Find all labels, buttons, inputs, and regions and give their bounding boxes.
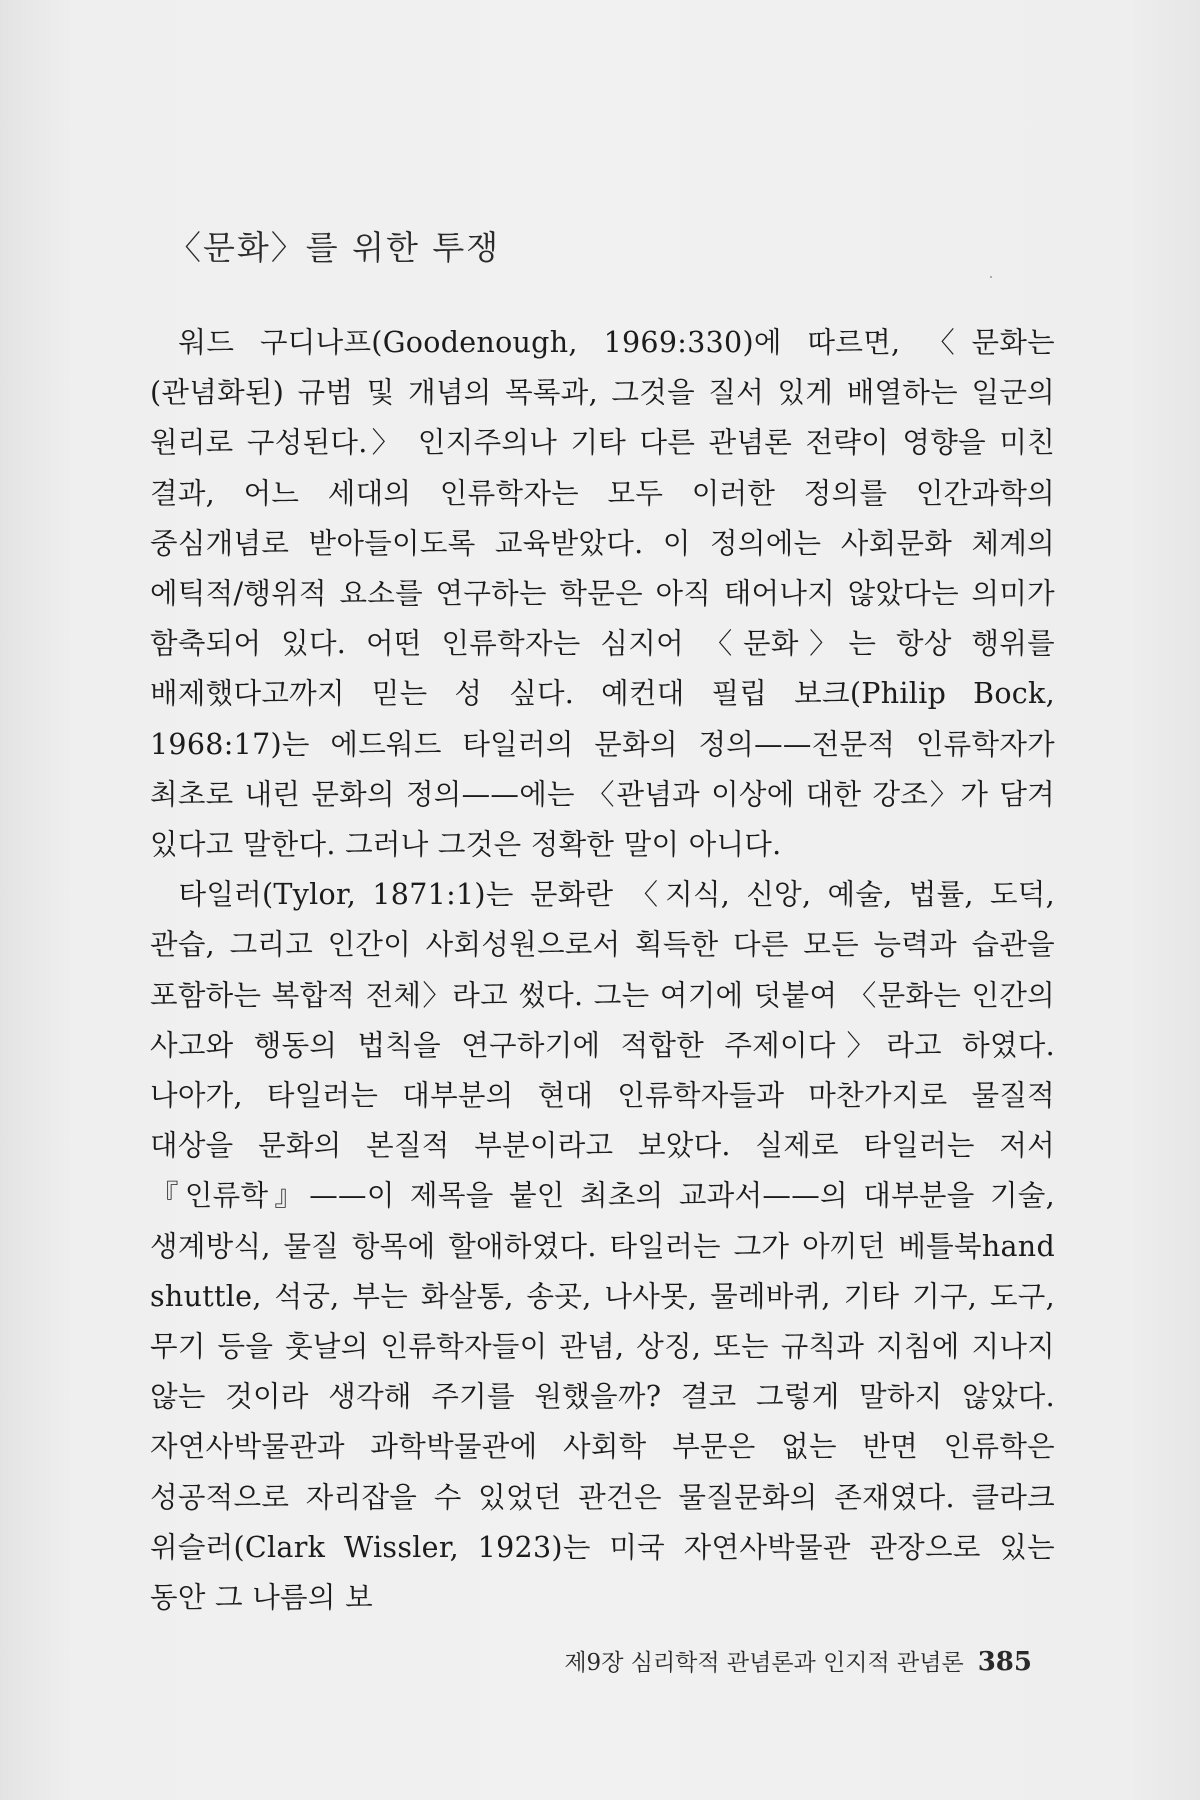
section-title: 〈문화〉를 위한 투쟁 [168, 228, 501, 267]
scan-speck [990, 276, 992, 278]
page-footer [564, 1644, 1032, 1677]
running-head: 제9장 심리학적 관념론과 인지적 관념론 [564, 1650, 964, 1676]
paragraph-1: 워드 구디나프(Goodenough, 1969:330)에 따르면, 〈문화는 (관념화된) 규범 및 개념의 목록과, 그것을 질서 있게 배열하는 일군의 원리로 구성된다.〉 인지주의나 기타 다른 관념론 전략이 영향을 미친 결과, 어느 세대의 인류학자는 모두 이러한 정의를 인간과학의 중심개념로 받아들이도록 교육받았다. 이 정의에는 사회문화 체계의 에틱적/행위적 요소를 연구하는 학문은 아직 태어나지 않았다는 의미가 함축되어 있다. 어떤 인류학자는 심지어 〈문화〉는 항상 행위를 배제했다고까지 믿는 성 싶다. 예컨대 필립 보크(Philip Bock, 1968:17)는 에드워드 타일러의 문화의 정의——전문적 인류학자가 최초로 내린 문화의 정의——에는 〈관념과 이상에 대한 강조〉가 담겨 있다고 말한다. 그러나 그것은 정확한 말이 아니다. [150, 326, 1055, 862]
page-number: 385 [977, 1647, 1032, 1677]
paragraph-2: 타일러(Tylor, 1871:1)는 문화란 〈지식, 신앙, 예술, 법률, 도덕, 관습, 그리고 인간이 사회성원으로서 획득한 다른 모든 능력과 습관을 포함하는 복합적 전체〉라고 썼다. 그는 여기에 덧붙여 〈문화는 인간의 사고와 행동의 법칙을 연구하기에 적합한 주제이다〉라고 하였다. 나아가, 타일러는 대부분의 현대 인류학자들과 마찬가지로 물질적 대상을 문화의 본질적 부분이라고 보았다. 실제로 타일러는 저서 『인류학』——이 제목을 붙인 최초의 교과서——의 대부분을 기술, 생계방식, 물질 항목에 할애하였다. 타일러는 그가 아끼던 베틀북hand shuttle, 석궁, 부는 화살통, 송곳, 나사못, 물레바퀴, 기타 기구, 도구, 무기 등을 훗날의 인류학자들이 관념, 상징, 또는 규칙과 지침에 지나지 않는 것이라 생각해 주기를 원했을까? 결코 그렇게 말하지 않았다. 자연사박물관과 과학박물관에 사회학 부문은 없는 반면 인류학은 성공적으로 자리잡을 수 있었던 관건은 물질문화의 존재였다. 클라크 위슬러(Clark Wissler, 1923)는 미국 자연사박물관 관장으로 있는 동안 그 나름의 보 [150, 878, 1055, 1615]
body-text [150, 318, 1055, 1623]
